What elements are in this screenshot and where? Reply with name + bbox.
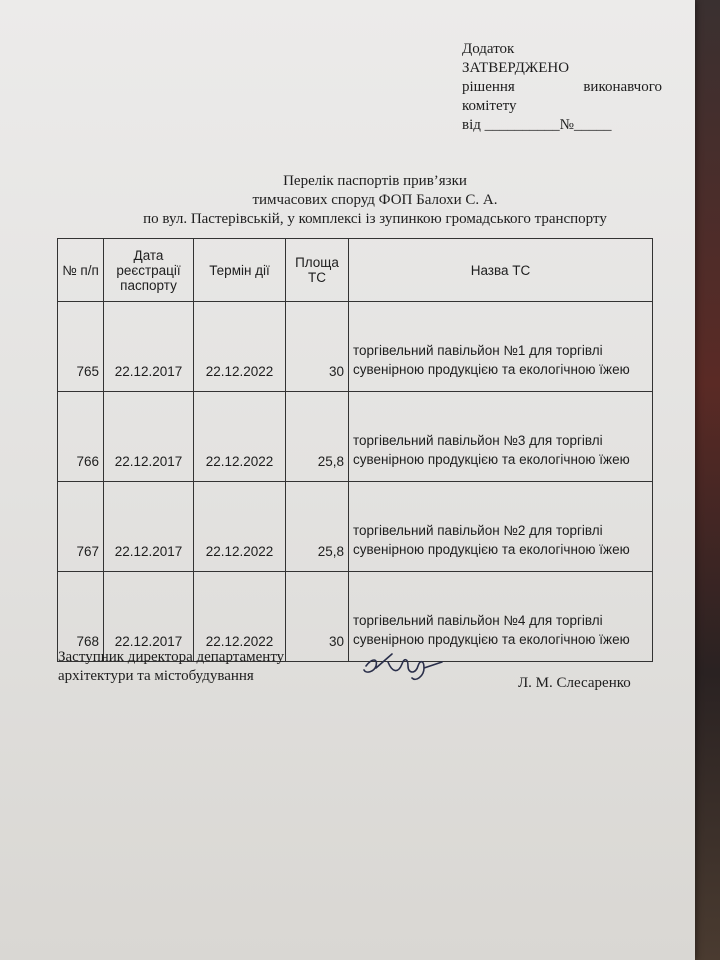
table-row <box>58 392 653 482</box>
passports-table <box>57 238 653 662</box>
approval-decision-word: рішення <box>462 79 515 95</box>
signer-position-line-1: Заступник директора департаменту <box>58 649 285 665</box>
cell-name: торгівельний павільйон №2 для торгівлі сувенірною продукцією та екологічною їжею <box>349 482 653 572</box>
cell-name: торгівельний павільйон №3 для торгівлі сувенірною продукцією та екологічною їжею <box>349 392 653 482</box>
table-row <box>58 482 653 572</box>
cell-date: 22.12.2017 <box>104 302 194 392</box>
header-term: Термін дії <box>194 239 286 302</box>
header-num: № п/п <box>58 239 104 302</box>
cell-date: 22.12.2017 <box>104 482 194 572</box>
approval-stamp <box>462 40 662 135</box>
handwritten-signature <box>358 644 448 684</box>
approval-line-committee: комітету <box>462 98 517 114</box>
approval-line-approved: ЗАТВЕРДЖЕНО <box>462 60 570 76</box>
approval-line-decision <box>462 78 662 97</box>
cell-term: 22.12.2022 <box>194 392 286 482</box>
cell-num: 765 <box>58 302 104 392</box>
approval-line-date: від __________№_____ <box>462 117 612 133</box>
cell-num: 767 <box>58 482 104 572</box>
cell-area: 30 <box>286 302 349 392</box>
cell-name: торгівельний павільйон №4 для торгівлі сувенірною продукцією та екологічною їжею <box>349 572 653 662</box>
approval-line-appendix: Додаток <box>462 41 515 57</box>
cell-area: 25,8 <box>286 392 349 482</box>
cell-term: 22.12.2022 <box>194 572 286 662</box>
cell-date: 22.12.2017 <box>104 572 194 662</box>
signer-name: Л. М. Слесаренко <box>518 675 631 691</box>
approval-executive-word: виконавчого <box>583 79 662 95</box>
title-line-1: Перелік паспортів прив’язки <box>283 173 467 189</box>
header-date: Дата реєстрації паспорту <box>104 239 194 302</box>
header-area: Площа ТС <box>286 239 349 302</box>
document-title <box>60 172 690 229</box>
signer-position-line-2: архітектури та містобудування <box>58 668 254 684</box>
table-header-row <box>58 239 653 302</box>
title-line-2: тимчасових споруд ФОП Балохи С. А. <box>252 192 498 208</box>
cell-area: 25,8 <box>286 482 349 572</box>
signature-block <box>58 648 658 691</box>
cell-num: 766 <box>58 392 104 482</box>
cell-name: торгівельний павільйон №1 для торгівлі сувенірною продукцією та екологічною їжею <box>349 302 653 392</box>
cell-term: 22.12.2022 <box>194 302 286 392</box>
cell-term: 22.12.2022 <box>194 482 286 572</box>
cell-date: 22.12.2017 <box>104 392 194 482</box>
header-name: Назва ТС <box>349 239 653 302</box>
cell-area: 30 <box>286 572 349 662</box>
cell-num: 768 <box>58 572 104 662</box>
table-row <box>58 302 653 392</box>
title-line-3: по вул. Пастерівській, у комплексі із зупинкою громадського транспорту <box>143 211 607 227</box>
